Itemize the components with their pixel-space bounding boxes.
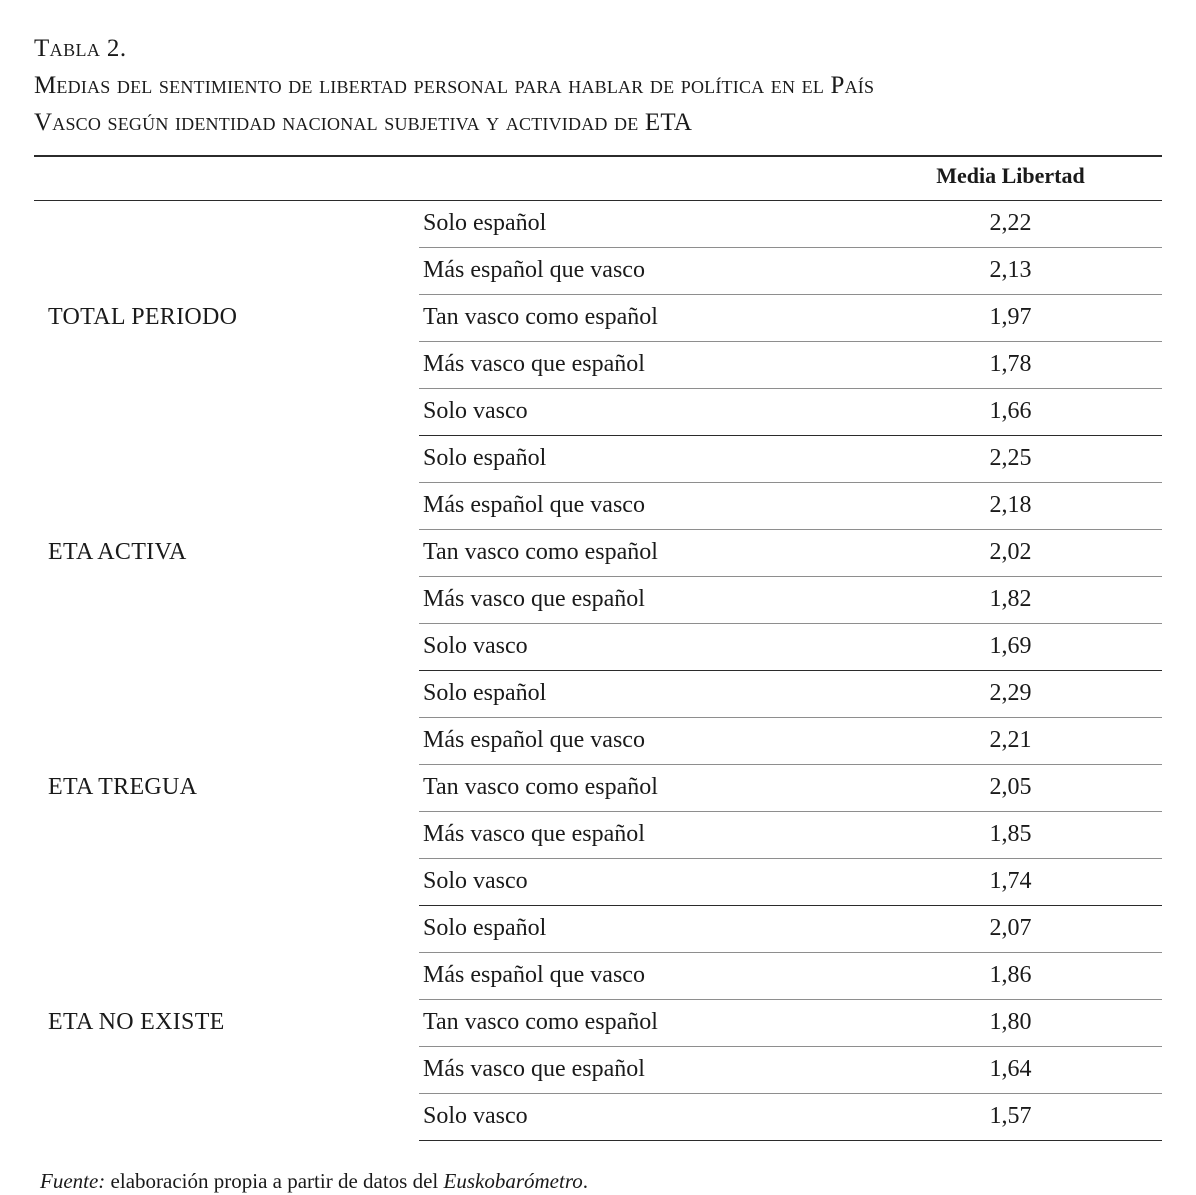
source-italic-term: Euskobarómetro bbox=[443, 1169, 583, 1193]
row-label: Solo español bbox=[419, 671, 859, 718]
table-body bbox=[34, 201, 1162, 1141]
row-label: Más español que vasco bbox=[419, 483, 859, 530]
row-label: Más vasco que español bbox=[419, 812, 859, 859]
table-row bbox=[34, 906, 1162, 953]
row-value: 1,74 bbox=[859, 859, 1162, 906]
caption-label: Tabla 2. bbox=[34, 35, 127, 62]
source-prefix: Fuente: bbox=[40, 1169, 106, 1193]
table-row bbox=[34, 436, 1162, 483]
row-label: Solo vasco bbox=[419, 859, 859, 906]
row-value: 2,25 bbox=[859, 436, 1162, 483]
row-label: Más vasco que español bbox=[419, 1047, 859, 1094]
row-label: Tan vasco como español bbox=[419, 765, 859, 812]
group-label: TOTAL PERIODO bbox=[48, 304, 238, 331]
row-value: 2,02 bbox=[859, 530, 1162, 577]
row-label: Tan vasco como español bbox=[419, 1000, 859, 1047]
row-value: 1,78 bbox=[859, 342, 1162, 389]
group-label: ETA NO EXISTE bbox=[48, 1009, 225, 1035]
row-value: 2,29 bbox=[859, 671, 1162, 718]
row-label: Solo español bbox=[419, 201, 859, 248]
row-value: 1,86 bbox=[859, 953, 1162, 1000]
row-value: 1,82 bbox=[859, 577, 1162, 624]
row-value: 2,13 bbox=[859, 248, 1162, 295]
caption-line-1: Medias del sentimiento de libertad personal para hablar de política en el País bbox=[34, 72, 875, 99]
row-label: Más español que vasco bbox=[419, 953, 859, 1000]
row-label: Más vasco que español bbox=[419, 577, 859, 624]
caption-line-2: Vasco según identidad nacional subjetiva y actividad de ETA bbox=[34, 109, 693, 136]
table-caption bbox=[34, 30, 1162, 141]
row-label: Más vasco que español bbox=[419, 342, 859, 389]
row-label: Tan vasco como español bbox=[419, 530, 859, 577]
row-value: 2,22 bbox=[859, 201, 1162, 248]
row-value: 1,97 bbox=[859, 295, 1162, 342]
row-label: Solo español bbox=[419, 906, 859, 953]
row-value: 1,80 bbox=[859, 1000, 1162, 1047]
source-text-after: . bbox=[582, 1169, 588, 1193]
header-row bbox=[34, 156, 1162, 201]
table-row bbox=[34, 671, 1162, 718]
table-head bbox=[34, 156, 1162, 201]
row-value: 1,66 bbox=[859, 389, 1162, 436]
row-label: Solo español bbox=[419, 436, 859, 483]
table-row bbox=[34, 201, 1162, 248]
row-value: 1,57 bbox=[859, 1094, 1162, 1141]
row-value: 2,21 bbox=[859, 718, 1162, 765]
row-label: Solo vasco bbox=[419, 624, 859, 671]
source-text-before: elaboración propia a partir de datos del bbox=[105, 1169, 444, 1193]
row-value: 2,18 bbox=[859, 483, 1162, 530]
header-blank bbox=[34, 156, 859, 201]
row-label: Solo vasco bbox=[419, 389, 859, 436]
source-note bbox=[34, 1167, 1162, 1195]
row-value: 2,05 bbox=[859, 765, 1162, 812]
row-label: Solo vasco bbox=[419, 1094, 859, 1141]
row-value: 1,85 bbox=[859, 812, 1162, 859]
row-label: Tan vasco como español bbox=[419, 295, 859, 342]
row-value: 2,07 bbox=[859, 906, 1162, 953]
row-label: Más español que vasco bbox=[419, 718, 859, 765]
group-label: ETA TREGUA bbox=[48, 774, 198, 800]
header-media-libertad: Media Libertad bbox=[859, 156, 1162, 201]
group-label: ETA ACTIVA bbox=[48, 539, 187, 565]
row-value: 1,64 bbox=[859, 1047, 1162, 1094]
row-label: Más español que vasco bbox=[419, 248, 859, 295]
row-value: 1,69 bbox=[859, 624, 1162, 671]
means-table bbox=[34, 155, 1162, 1141]
